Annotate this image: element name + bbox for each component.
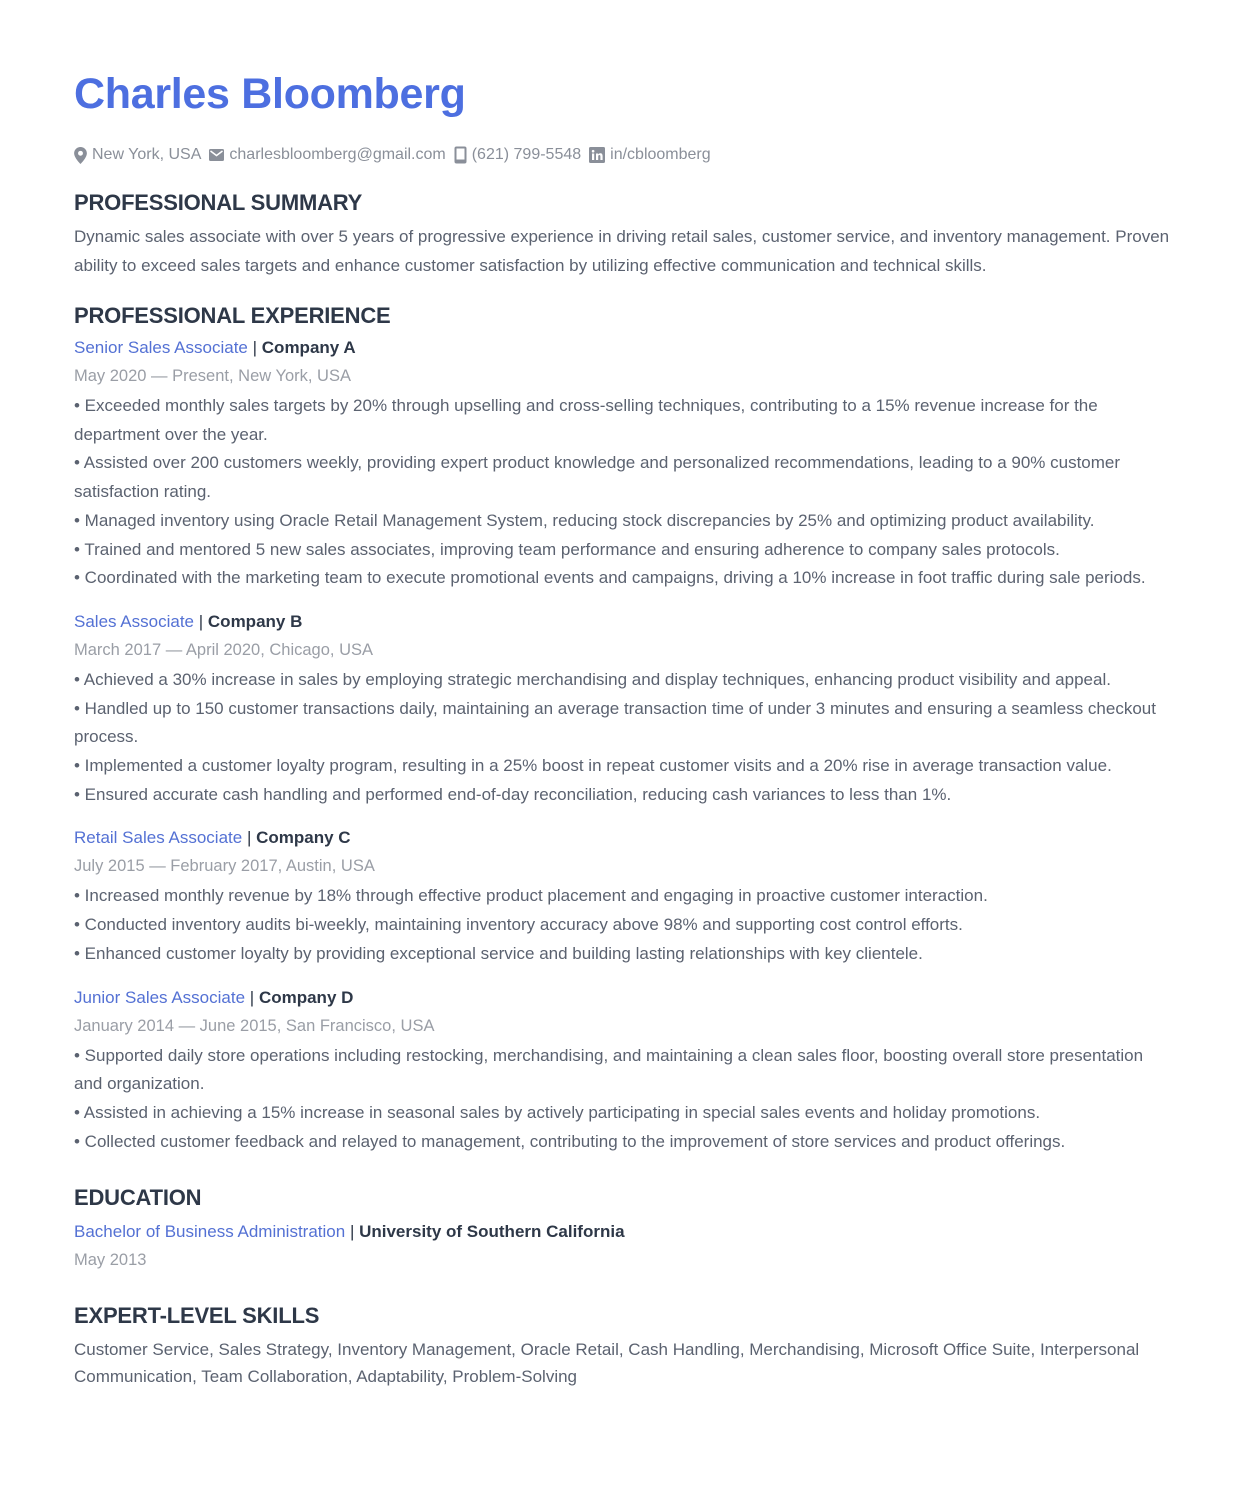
separator: | <box>198 611 204 631</box>
job-bullets <box>74 392 1174 593</box>
bullet-item: • Collected customer feedback and relayed to management, contributing to the improvement of store services and product offerings. <box>74 1131 1066 1151</box>
job-title: Retail Sales Associate <box>74 828 243 848</box>
job-dates-location: May 2020 — Present, New York, USA <box>74 367 351 385</box>
graduation-date: May 2013 <box>74 1251 147 1270</box>
bullet-item: • Assisted in achieving a 15% increase in seasonal sales by actively participating in special sales events and holiday promotions. <box>74 1102 1041 1122</box>
separator: | <box>249 987 255 1007</box>
phone-text[interactable]: (621) 799-5548 <box>471 146 582 163</box>
bullet-item: • Ensured accurate cash handling and performed end-of-day reconciliation, reducing cash variances to less than 1%. <box>74 784 952 804</box>
job-dates-location: January 2014 — June 2015, San Francisco, USA <box>74 1016 435 1035</box>
job-bullets <box>74 1042 1174 1157</box>
bullet-item: • Conducted inventory audits bi-weekly, maintaining inventory accuracy above 98% and supporting cost control efforts. <box>74 915 963 935</box>
degree-name: Bachelor of Business Administration <box>74 1222 346 1242</box>
map-pin-icon <box>74 147 87 164</box>
bullet-item: • Exceeded monthly sales targets by 20% through upselling and cross-selling techniques, contributing to a 15% revenue increase for the department over the year. <box>74 396 1098 444</box>
school-name: University of Southern California <box>359 1222 625 1242</box>
job-entry <box>74 608 1174 810</box>
contact-email[interactable] <box>209 145 445 165</box>
candidate-name: Charles Bloomberg <box>74 70 466 118</box>
bullet-item: • Trained and mentored 5 new sales associates, improving team performance and ensuring adherence to company sales protocols. <box>74 539 1060 559</box>
job-bullets <box>74 882 1174 968</box>
section-title-experience: PROFESSIONAL EXPERIENCE <box>74 303 391 328</box>
contact-phone[interactable] <box>454 145 581 165</box>
company-name: Company B <box>207 611 303 631</box>
separator: | <box>252 338 258 357</box>
skills-section <box>74 1302 1174 1390</box>
envelope-icon <box>209 149 224 161</box>
summary-text: Dynamic sales associate with over 5 years of progressive experience in driving retail sales, customer service, and inventory management. Proven ability to exceed sales targets and enhance customer satisfaction by utilizing effective communication and technical skills. <box>74 227 1170 275</box>
company-name: Company D <box>258 987 354 1007</box>
contact-linkedin[interactable] <box>589 145 711 165</box>
job-title: Sales Associate <box>74 611 195 631</box>
summary-section <box>74 189 1174 280</box>
job-entry <box>74 334 1174 593</box>
education-section <box>74 1184 1174 1274</box>
job-heading <box>74 824 1174 852</box>
job-entry <box>74 824 1174 968</box>
company-name: Company C <box>256 828 351 848</box>
contact-bar <box>74 145 1174 165</box>
job-heading <box>74 334 1174 362</box>
company-name: Company A <box>261 338 356 357</box>
section-title-summary: PROFESSIONAL SUMMARY <box>74 190 363 215</box>
separator: | <box>246 828 252 848</box>
separator: | <box>349 1222 355 1242</box>
bullet-item: • Managed inventory using Oracle Retail Management System, reducing stock discrepancies by 25% and optimizing product availability. <box>74 510 1095 530</box>
job-heading <box>74 984 1174 1012</box>
job-title: Senior Sales Associate <box>74 338 248 357</box>
job-title: Junior Sales Associate <box>74 987 246 1007</box>
job-heading <box>74 608 1174 636</box>
bullet-item: • Supported daily store operations including restocking, merchandising, and maintaining a clean sales floor, boosting overall store presentation and organization. <box>74 1045 1144 1094</box>
bullet-item: • Handled up to 150 customer transactions daily, maintaining an average transaction time of under 3 minutes and ensuring a seamless checkout process. <box>74 698 1156 747</box>
job-bullets <box>74 666 1174 810</box>
bullet-item: • Coordinated with the marketing team to execute promotional events and campaigns, driving a 10% increase in foot traffic during sale periods. <box>74 568 1146 588</box>
bullet-item: • Increased monthly revenue by 18% through effective product placement and engaging in proactive customer interaction. <box>74 886 988 906</box>
job-dates-location: July 2015 — February 2017, Austin, USA <box>74 857 375 876</box>
location-text: New York, USA <box>92 146 202 163</box>
job-entry <box>74 984 1174 1157</box>
bullet-item: • Enhanced customer loyalty by providing exceptional service and building lasting relationships with key clientele. <box>74 943 923 963</box>
experience-section <box>74 302 1174 1156</box>
section-title-education: EDUCATION <box>74 1185 202 1211</box>
contact-location <box>74 145 201 165</box>
bullet-item: • Implemented a customer loyalty program, resulting in a 25% boost in repeat customer visits and a 20% rise in average transaction value. <box>74 756 1112 776</box>
skills-list: Customer Service, Sales Strategy, Inventory Management, Oracle Retail, Cash Handling, Merchandising, Microsoft Office Suite, Interpersonal Communication, Team Collaboration, Adaptability, Problem-Solving <box>74 1340 1140 1387</box>
bullet-item: • Assisted over 200 customers weekly, providing expert product knowledge and personalized recommendations, leading to a 90% customer satisfaction rating. <box>74 453 1121 502</box>
email-text[interactable]: charlesbloomberg@gmail.com <box>229 146 446 163</box>
phone-icon <box>454 146 467 164</box>
job-dates-location: March 2017 — April 2020, Chicago, USA <box>74 640 373 659</box>
linkedin-text[interactable]: in/cbloomberg <box>610 146 711 163</box>
education-heading <box>74 1218 1174 1246</box>
section-title-skills: EXPERT-LEVEL SKILLS <box>74 1303 320 1329</box>
linkedin-icon <box>589 147 605 163</box>
bullet-item: • Achieved a 30% increase in sales by employing strategic merchandising and display techniques, enhancing product visibility and appeal. <box>74 669 1111 689</box>
education-entry <box>74 1218 1174 1274</box>
